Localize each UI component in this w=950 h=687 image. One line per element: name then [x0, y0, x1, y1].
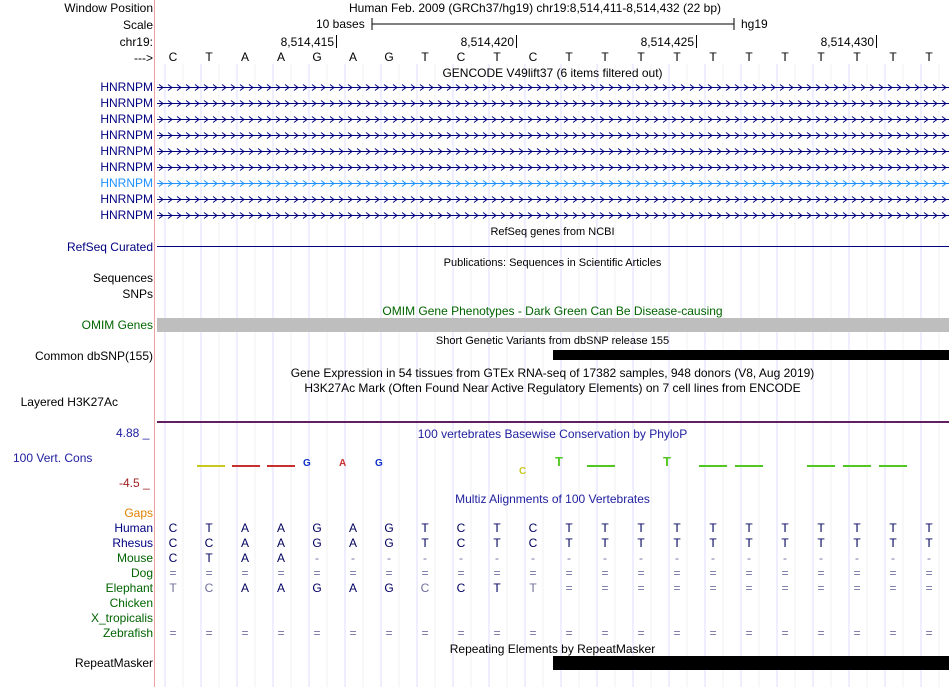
gene-label[interactable]: HNRNPM — [100, 176, 153, 190]
conservation-logo[interactable] — [157, 452, 949, 478]
svg-text:T: T — [555, 454, 563, 469]
gene-feature[interactable] — [157, 128, 949, 142]
dbsnp-bar[interactable] — [553, 350, 949, 360]
gtex-title: Gene Expression in 54 tissues from GTEx RNA-seq of 17382 samples, 948 donors (V8, Aug 2019) — [290, 366, 815, 380]
publications-title: Publications: Sequences in Scientific Articles — [443, 257, 662, 269]
alignment-base: C — [168, 551, 178, 565]
refseq-line[interactable] — [157, 246, 949, 247]
svg-text:G: G — [303, 458, 311, 469]
alignment-base: = — [637, 566, 645, 580]
alignment-base: T — [493, 536, 501, 550]
alignment-base: G — [384, 536, 394, 550]
alignment-base: - — [387, 551, 391, 565]
gene-label[interactable]: HNRNPM — [100, 208, 153, 222]
alignment-base: C — [456, 581, 466, 595]
alignment-base: A — [240, 581, 249, 595]
species-label[interactable]: X_tropicalis — [90, 611, 153, 625]
alignment-base: = — [169, 566, 177, 580]
base-letter: T — [421, 50, 429, 64]
omim-title: OMIM Gene Phenotypes - Dark Green Can Be Disease-causing — [382, 304, 723, 318]
alignment-base: T — [889, 536, 897, 550]
gene-feature[interactable] — [157, 144, 949, 158]
gene-feature[interactable] — [157, 112, 949, 126]
alignment-base: = — [925, 566, 933, 580]
alignment-base: T — [853, 536, 861, 550]
base-letter: T — [673, 50, 681, 64]
species-label[interactable]: Chicken — [109, 596, 153, 610]
alignment-base: = — [601, 581, 609, 595]
refseq-title: RefSeq genes from NCBI — [490, 226, 615, 238]
alignment-base: = — [889, 581, 897, 595]
alignment-base: - — [675, 551, 679, 565]
ruler-tick-label: 8,514,430 — [820, 35, 874, 49]
h3k27ac-signal[interactable] — [157, 421, 949, 423]
alignment-base: = — [529, 566, 537, 580]
alignment-base: - — [423, 551, 427, 565]
gencode-title: GENCODE V49lift37 (6 items filtered out) — [442, 66, 663, 80]
alignment-base: A — [348, 536, 357, 550]
alignment-base: - — [315, 551, 319, 565]
alignment-base: = — [637, 581, 645, 595]
base-letter: G — [312, 50, 322, 64]
alignment-base: T — [601, 521, 609, 535]
window-position-text[interactable]: Human Feb. 2009 (GRCh37/hg19) chr19:8,514,411-8,514,432 (22 bp) — [349, 1, 722, 15]
alignment-base: = — [169, 626, 177, 640]
alignment-base: = — [817, 566, 825, 580]
alignment-base: G — [312, 581, 322, 595]
gene-feature[interactable] — [157, 80, 949, 94]
alignment-base: C — [528, 536, 538, 550]
chrom-label: chr19: — [119, 35, 153, 49]
alignment-base: - — [783, 551, 787, 565]
species-label[interactable]: Rhesus — [112, 536, 153, 550]
conservation-min: -4.5 _ — [119, 476, 150, 490]
alignment-base: = — [277, 626, 285, 640]
base-letter: A — [348, 50, 357, 64]
gene-feature[interactable] — [157, 96, 949, 110]
alignment-base: A — [276, 551, 285, 565]
species-label[interactable]: Zebrafish — [102, 626, 153, 640]
alignment-base: - — [603, 551, 607, 565]
alignment-base: T — [421, 536, 429, 550]
alignment-base: A — [348, 581, 357, 595]
alignment-base: = — [745, 626, 753, 640]
alignment-base: = — [385, 566, 393, 580]
base-letter: T — [781, 50, 789, 64]
alignment-base: - — [351, 551, 355, 565]
alignment-base: = — [925, 581, 933, 595]
ruler-tick-label: 8,514,415 — [280, 35, 334, 49]
base-letter: T — [817, 50, 825, 64]
gene-label[interactable]: HNRNPM — [100, 80, 153, 94]
alignment-base: = — [745, 566, 753, 580]
gene-label[interactable]: HNRNPM — [100, 96, 153, 110]
gene-label[interactable]: HNRNPM — [100, 112, 153, 126]
alignment-base: = — [781, 566, 789, 580]
base-letter: A — [276, 50, 285, 64]
alignment-base: = — [349, 566, 357, 580]
species-label[interactable]: Elephant — [105, 581, 153, 595]
sequences-label[interactable]: Sequences — [92, 271, 153, 285]
gaps-label[interactable]: Gaps — [124, 506, 153, 520]
alignment-base: = — [241, 566, 249, 580]
alignment-base: = — [817, 581, 825, 595]
alignment-base: T — [889, 521, 897, 535]
alignment-base: T — [169, 581, 177, 595]
alignment-base: G — [312, 536, 322, 550]
alignment-base: = — [493, 626, 501, 640]
alignment-base: = — [565, 566, 573, 580]
alignment-base: = — [781, 626, 789, 640]
scale-assembly: hg19 — [741, 17, 768, 31]
base-letter: C — [168, 50, 178, 64]
alignment-base: - — [927, 551, 931, 565]
omim-bar[interactable] — [157, 318, 949, 332]
species-label[interactable]: Human — [114, 521, 153, 535]
alignment-base: - — [819, 551, 823, 565]
alignment-base: = — [421, 626, 429, 640]
alignment-base: = — [853, 566, 861, 580]
ruler-tick-label: 8,514,425 — [640, 35, 694, 49]
alignment-base: G — [384, 581, 394, 595]
alignment-base: = — [565, 581, 573, 595]
h3k27ac-title: H3K27Ac Mark (Often Found Near Active Regulatory Elements) on 7 cell lines from ENCODE — [304, 381, 801, 395]
alignment-base: - — [891, 551, 895, 565]
dbsnp-label[interactable]: Common dbSNP(155) — [34, 349, 153, 363]
alignment-base: - — [531, 551, 535, 565]
alignment-base: C — [528, 521, 538, 535]
alignment-base: = — [421, 566, 429, 580]
alignment-base: T — [925, 536, 933, 550]
alignment-base: A — [348, 521, 357, 535]
alignment-base: T — [601, 536, 609, 550]
ruler-tick-mark — [516, 35, 517, 48]
repeatmasker-title: Repeating Elements by RepeatMasker — [449, 642, 656, 656]
alignment-base: = — [313, 566, 321, 580]
species-label[interactable]: Mouse — [116, 551, 153, 565]
alignment-base: T — [745, 536, 753, 550]
dbsnp-title: Short Genetic Variants from dbSNP release 155 — [435, 335, 670, 347]
alignment-base: = — [493, 566, 501, 580]
alignment-base: T — [925, 521, 933, 535]
alignment-base: T — [853, 521, 861, 535]
base-letter: C — [528, 50, 538, 64]
alignment-base: T — [421, 521, 429, 535]
alignment-base: = — [673, 626, 681, 640]
scale-text: 10 bases — [316, 17, 365, 31]
species-label[interactable]: Dog — [130, 566, 153, 580]
window-position-label: Window Position — [64, 1, 153, 15]
base-letter: G — [384, 50, 394, 64]
ruler-tick-mark — [876, 35, 877, 48]
alignment-base: = — [709, 626, 717, 640]
h3k27ac-label[interactable]: Layered H3K27Ac — [20, 395, 118, 409]
alignment-base: - — [495, 551, 499, 565]
alignment-base: = — [457, 566, 465, 580]
alignment-base: T — [565, 536, 573, 550]
gene-label[interactable]: HNRNPM — [100, 128, 153, 142]
gene-feature[interactable] — [157, 192, 949, 206]
alignment-base: = — [565, 626, 573, 640]
alignment-base: T — [493, 521, 501, 535]
refseq-label[interactable]: RefSeq Curated — [66, 240, 153, 254]
alignment-base: - — [459, 551, 463, 565]
scale-label: Scale — [122, 18, 153, 32]
base-letter: T — [889, 50, 897, 64]
base-letter: T — [601, 50, 609, 64]
scale-bar — [370, 16, 736, 32]
alignment-base: A — [276, 581, 285, 595]
alignment-base: T — [493, 581, 501, 595]
alignment-base: = — [853, 581, 861, 595]
alignment-base: T — [781, 536, 789, 550]
snps-label[interactable]: SNPs — [122, 287, 153, 301]
strand-label: ---> — [134, 51, 153, 65]
alignment-base: T — [637, 536, 645, 550]
gene-feature[interactable] — [157, 160, 949, 174]
alignment-base: = — [925, 626, 933, 640]
alignment-base: A — [240, 536, 249, 550]
alignment-base: = — [385, 626, 393, 640]
alignment-base: C — [168, 536, 178, 550]
alignment-base: A — [276, 521, 285, 535]
base-letter: T — [925, 50, 933, 64]
alignment-base: = — [817, 626, 825, 640]
omim-label[interactable]: OMIM Genes — [81, 318, 153, 332]
gene-feature[interactable] — [157, 176, 949, 190]
base-letter: A — [240, 50, 249, 64]
alignment-base: A — [276, 536, 285, 550]
alignment-base: = — [313, 626, 321, 640]
alignment-base: T — [565, 521, 573, 535]
alignment-base: = — [457, 626, 465, 640]
alignment-base: = — [709, 581, 717, 595]
alignment-base: A — [240, 521, 249, 535]
ruler-tick-label: 8,514,420 — [460, 35, 514, 49]
alignment-base: T — [205, 521, 213, 535]
alignment-base: T — [817, 536, 825, 550]
alignment-base: T — [529, 581, 537, 595]
alignment-base: T — [709, 521, 717, 535]
alignment-base: T — [673, 536, 681, 550]
gene-feature[interactable] — [157, 208, 949, 222]
ruler-tick-mark — [696, 35, 697, 48]
alignment-base: - — [567, 551, 571, 565]
alignment-base: C — [204, 581, 214, 595]
alignment-base: = — [205, 566, 213, 580]
svg-text:T: T — [663, 454, 671, 469]
ruler-tick-mark — [336, 35, 337, 48]
alignment-base: T — [781, 521, 789, 535]
alignment-base: = — [529, 626, 537, 640]
conservation-title: 100 vertebrates Basewise Conservation by PhyloP — [417, 427, 688, 441]
base-letter: C — [456, 50, 466, 64]
base-letter: T — [493, 50, 501, 64]
alignment-base: = — [889, 626, 897, 640]
gene-label[interactable]: HNRNPM — [100, 160, 153, 174]
alignment-base: - — [747, 551, 751, 565]
alignment-base: = — [673, 581, 681, 595]
alignment-base: = — [637, 626, 645, 640]
base-letter: T — [745, 50, 753, 64]
alignment-base: = — [889, 566, 897, 580]
alignment-base: T — [637, 521, 645, 535]
svg-text:C: C — [519, 466, 527, 477]
base-letter: T — [709, 50, 717, 64]
gene-label[interactable]: HNRNPM — [100, 192, 153, 206]
alignment-base: G — [384, 521, 394, 535]
multiz-title: Multiz Alignments of 100 Vertebrates — [455, 492, 650, 506]
alignment-base: - — [711, 551, 715, 565]
gene-label[interactable]: HNRNPM — [100, 144, 153, 158]
alignment-base: = — [277, 566, 285, 580]
svg-text:G: G — [375, 458, 383, 469]
alignment-base: C — [204, 536, 214, 550]
alignment-base: = — [745, 581, 753, 595]
alignment-base: - — [855, 551, 859, 565]
alignment-base: T — [205, 551, 213, 565]
repeatmasker-label[interactable]: RepeatMasker — [74, 656, 153, 670]
alignment-base: = — [853, 626, 861, 640]
alignment-base: = — [601, 626, 609, 640]
base-letter: T — [637, 50, 645, 64]
alignment-base: = — [673, 566, 681, 580]
alignment-base: - — [639, 551, 643, 565]
conservation-max: 4.88 _ — [116, 426, 150, 440]
alignment-base: T — [673, 521, 681, 535]
base-letter: T — [853, 50, 861, 64]
alignment-base: = — [709, 566, 717, 580]
alignment-base: T — [817, 521, 825, 535]
alignment-base: = — [349, 626, 357, 640]
alignment-base: T — [745, 521, 753, 535]
alignment-base: = — [241, 626, 249, 640]
alignment-base: A — [240, 551, 249, 565]
alignment-base: = — [601, 566, 609, 580]
alignment-base: C — [168, 521, 178, 535]
alignment-base: G — [312, 521, 322, 535]
base-letter: T — [205, 50, 213, 64]
alignment-base: T — [709, 536, 717, 550]
alignment-base: C — [456, 521, 466, 535]
alignment-base: = — [781, 581, 789, 595]
alignment-base: C — [420, 581, 430, 595]
alignment-base: = — [205, 626, 213, 640]
repeatmasker-bar[interactable] — [553, 656, 949, 670]
base-letter: T — [565, 50, 573, 64]
conservation-label[interactable]: 100 Vert. Cons — [13, 451, 93, 465]
alignment-base: C — [456, 536, 466, 550]
svg-text:A: A — [339, 458, 347, 469]
